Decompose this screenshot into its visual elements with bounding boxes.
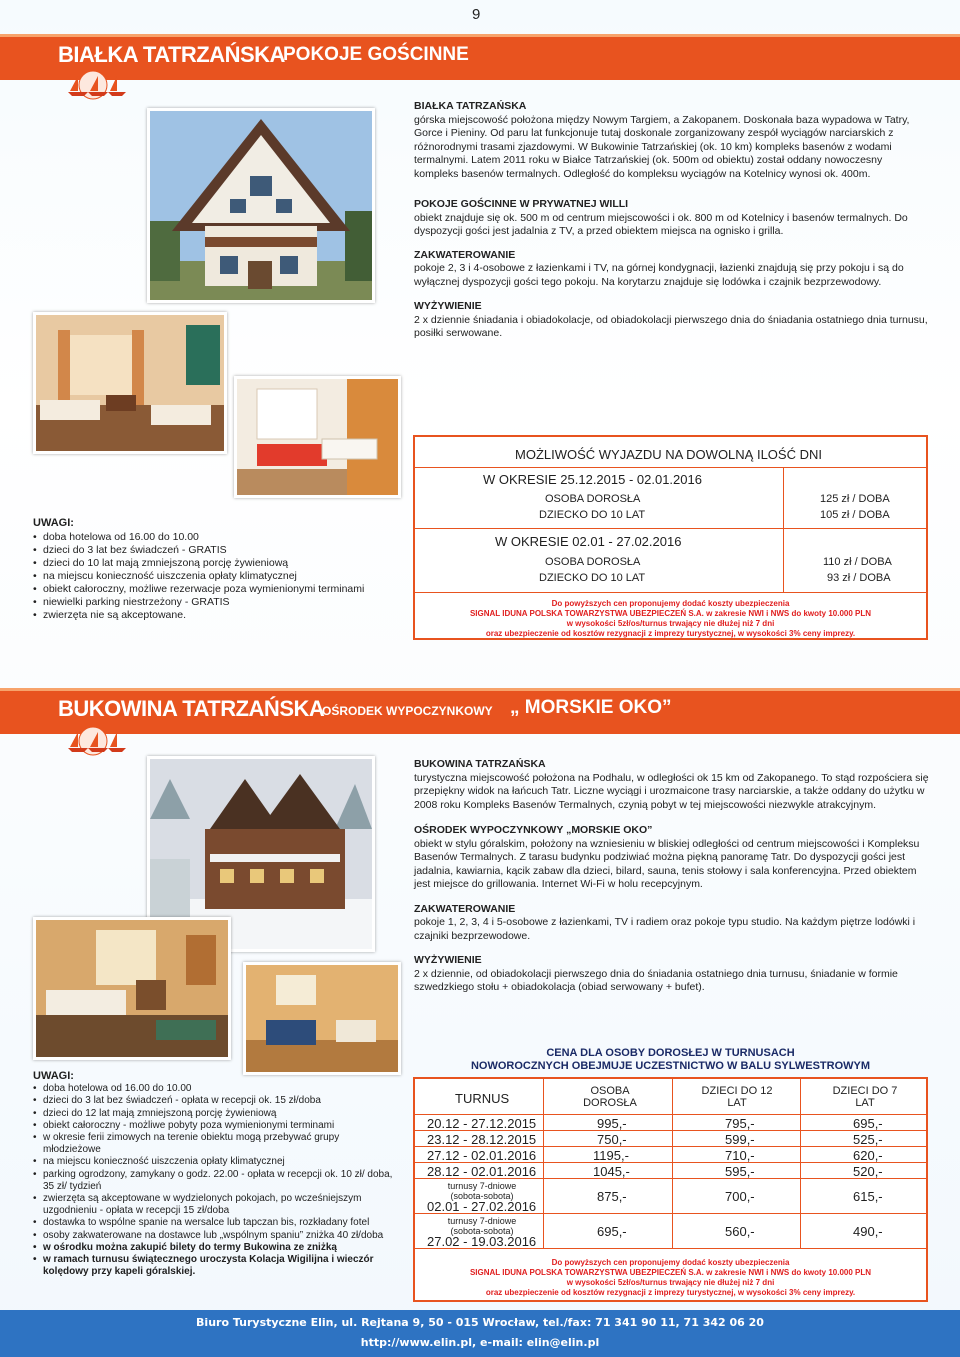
row-adult: 875,- <box>597 1189 627 1204</box>
desc2-text-1: obiekt w stylu góralskim, położony na wzniesieniu w bliskiej odległości od centrum miejscowości i Kompleksu Basenów Termalnych. Z tarasu budynku podziwiać można piękną panoramę Tatr. Do dyspozycji gości jest jadalnia, kawiarnia, kącik zabaw dla dzieci, bilard, sauna, tenis stołowy i sala konferencyjna. Przed obiektem jest miejsce do grillowania. Internet Wi-Fi w holu recepcyjnym. <box>414 837 920 890</box>
column-header-children-12: DZIECI DO 12 LAT <box>701 1085 773 1109</box>
desc1-heading-0: BIAŁKA TATRZAŃSKA <box>414 100 527 112</box>
note-item: • na miejscu konieczność uiszczenia opłaty klimatycznej <box>33 1156 398 1168</box>
table-row <box>415 1179 926 1214</box>
row-adult: 750,- <box>597 1132 627 1147</box>
row-child12: 595,- <box>725 1164 755 1179</box>
desc2-text-3: 2 x dziennie, od obiadokolacji pierwszego dnia do śniadania ostatniego dnia turnusu, śniadanie w formie szwedzkiego stołu + obiadokolacja (obiad serwowany + bufet). <box>414 967 898 993</box>
section1-notes-title: UWAGI: <box>33 517 74 529</box>
insurance-line: Do powyższych cen proponujemy dodać koszty ubezpieczenia <box>551 599 790 608</box>
row-child7: 525,- <box>853 1132 883 1147</box>
period1-price-1: 93 zł / DOBA <box>827 572 891 584</box>
desc2-heading-0: BUKOWINA TATRZAŃSKA <box>414 758 546 770</box>
section2-subtitle-prefix: OŚRODEK WYPOCZYNKOWY <box>322 704 493 718</box>
price-title-line-1: CENA DLA OSOBY DOROSŁEJ W TURNUSACH <box>546 1047 795 1059</box>
insurance-line: SIGNAL IDUNA POLSKA TOWARZYSTWA UBEZPIECZEŃ S.A. w zakresie NWI i NWS do kwoty 10.000 PLN <box>469 609 872 618</box>
row-turnus: 20.12 - 27.12.2015 <box>427 1116 537 1131</box>
note-item: • dzieci do 12 lat mają zmniejszoną porcję żywieniową <box>33 1108 398 1120</box>
note-item: • w ramach turnusu świątecznego uroczysta Kolacja Wigilijna i wieczór kolędowy przy kapeli góralskiej. <box>33 1254 398 1278</box>
desc2-heading-3: WYŻYWIENIE <box>414 954 482 966</box>
period0-price-0: 125 zł / DOBA <box>820 493 890 505</box>
row-child7: 620,- <box>853 1148 883 1163</box>
price-table-header <box>415 1079 926 1115</box>
desc2-text-2: pokoje 1, 2, 3, 4 i 5-osobowe z łazienkami, TV i radiem oraz pokoje typu studio. Na każdym piętrze lodówki i czajniki bezprzewodowe. <box>414 916 916 942</box>
section2-notes <box>33 1070 398 1278</box>
room-photo-1 <box>33 312 227 454</box>
note-item: • obiekt całoroczny - możliwe pobyty poza wymienionymi terminami <box>33 1120 398 1132</box>
row-child7: 520,- <box>853 1164 883 1179</box>
period1-who-1: DZIECKO DO 10 LAT <box>539 572 646 584</box>
period0-who-1: DZIECKO DO 10 LAT <box>539 509 646 521</box>
note-item: • w okresie ferii zimowych na terenie obiektu mogą przebywać grupy młodzieżowe <box>33 1132 398 1156</box>
section1-title: BIAŁKA TATRZAŃSKA <box>58 42 285 67</box>
price-title-line-2: NOWOROCZNYCH OBEJMUJE UCZESTNICTWO W BALU SYLWESTROWYM <box>470 1060 871 1072</box>
desc2-heading-1: OŚRODEK WYPOCZYNKOWY „MORSKIE OKO” <box>414 824 653 836</box>
note-item: • obiekt całoroczny, możliwe rezerwacje poza wymienionymi terminami <box>33 583 368 596</box>
row-turnus: 27.12 - 02.01.2016 <box>427 1148 537 1163</box>
note-item: • w ośrodku można zakupić bilety do termy Bukowina ze zniżką <box>33 1242 398 1254</box>
note-item: • dzieci do 3 lat bez świadczeń - opłata w recepcji ok. 15 zł/doba <box>33 1095 398 1107</box>
row-note: turnusy 7-dniowe (sobota-sobota) <box>447 1181 517 1201</box>
period1-price-0: 110 zł / DOBA <box>823 556 892 568</box>
insurance-line: Do powyższych cen proponujemy dodać koszty ubezpieczenia <box>551 1258 790 1267</box>
row-turnus: 02.01 - 27.02.2016 <box>427 1199 537 1214</box>
section1-banner <box>0 34 960 80</box>
sailboats-logo-icon <box>58 726 128 756</box>
section1-notes <box>33 517 368 622</box>
period-label-1: W OKRESIE 02.01 - 27.02.2016 <box>495 534 682 549</box>
row-child7: 695,- <box>853 1116 883 1131</box>
row-child12: 599,- <box>725 1132 755 1147</box>
room-photo-3 <box>33 917 231 1060</box>
note-item: • dostawka to wspólne spanie na wersalce lub tapczan bis, rozkładany fotel <box>33 1217 398 1229</box>
desc1-heading-2: ZAKWATEROWANIE <box>414 248 516 261</box>
row-child7: 615,- <box>853 1189 883 1204</box>
section2-description <box>414 758 934 995</box>
note-item: • zwierzęta nie są akceptowane. <box>33 609 368 622</box>
note-item: • doba hotelowa od 16.00 do 10.00 <box>33 531 368 544</box>
footer <box>0 1310 960 1357</box>
desc1-text-3: 2 x dziennie śniadania i obiadokolacje, od obiadokolacji pierwszego dnia do śniadania ostatniego dnia turnusu, posiłki serwowane. <box>414 313 928 339</box>
section2-price-title <box>413 1047 928 1073</box>
room-photo-4 <box>243 962 401 1075</box>
price-heading: MOŻLIWOŚĆ WYJAZDU NA DOWOLNĄ ILOŚĆ DNI <box>515 447 822 462</box>
desc1-heading-1: POKOJE GOŚCINNE W PRYWATNEJ WILLI <box>414 198 629 210</box>
note-item: • parking ogrodzony, zamykany o godz. 22.00 - opłata w recepcji ok. 10 zł/ doba, 35 zł/ tydzień <box>33 1169 398 1193</box>
section2-banner <box>0 688 960 734</box>
row-child12: 795,- <box>725 1116 755 1131</box>
section2-subtitle-name: „ MORSKIE OKO” <box>510 697 672 718</box>
section1-price-box <box>413 435 928 640</box>
villa-photo <box>147 108 375 303</box>
insurance-line: w wysokości 5zł/os/turnus trwający nie dłużej niż 7 dni <box>566 1278 775 1287</box>
section2-notes-title: UWAGI: <box>33 1070 74 1082</box>
column-header-children-7: DZIECI DO 7 LAT <box>832 1085 898 1109</box>
insurance-line: oraz ubezpieczenie od kosztów rezygnacji z imprezy turystycznej, w wysokości 3% ceny imprezy. <box>485 1288 856 1297</box>
row-turnus: 27.02 - 19.03.2016 <box>427 1234 537 1249</box>
section1-description <box>414 100 929 341</box>
desc1-text-2: pokoje 2, 3 i 4-osobowe z łazienkami i TV, na górnej kondygnacji, łazienki znajdują się przy pokoju i są do wyłącznej dyspozycji gości tego pokoju. Na korytarzu znajduje się lodówka i czajnik bezprzewodowy. <box>414 262 904 288</box>
row-adult: 695,- <box>597 1224 627 1239</box>
row-adult: 1045,- <box>593 1164 630 1179</box>
row-child12: 560,- <box>725 1224 755 1239</box>
footer-contact-link[interactable]: http://www.elin.pl, e-mail: elin@elin.pl <box>360 1336 600 1349</box>
section2-insurance-note <box>415 1258 926 1298</box>
section2-price-box <box>413 1077 928 1302</box>
note-item: • niewielki parking niestrzeżony - GRATIS <box>33 596 368 609</box>
sailboats-logo-icon <box>58 70 128 100</box>
note-item: • dzieci do 10 lat mają zmniejszoną porcję żywieniową <box>33 557 368 570</box>
desc1-text-1: obiekt znajduje się ok. 500 m od centrum miejscowości i ok. 800 m od Kotelnicy i basenów termalnych. Do dyspozycji gości jest jadalnia z TV, a przed obiektem miejsca na ognisko i grilla. <box>414 211 908 237</box>
note-item: • doba hotelowa od 16.00 do 10.00 <box>33 1083 398 1095</box>
room-photo-2 <box>234 376 401 498</box>
period0-who-0: OSOBA DOROSŁA <box>545 493 641 505</box>
desc2-text-0: turystyczna miejscowość położona na Podhalu, w odległości ok 15 km od Zakopanego. To stąd rozpościera się przepiękny widok na łańcuch Tatr. Liczne wyciągi i urozmaicone trasy narciarskie, a także oddany do użytku w 2008 roku Kompleks Basenów Termalnych, czynią pobyt w tej miejscowości niezwykle atrakcyjnym. <box>414 771 929 811</box>
desc1-text-0: górska miejscowość położona między Nowym Targiem, a Zakopanem. Doskonała baza wypadowa w Tatry, Gorce i Pieniny. Od paru lat funkcjonuje tutaj doskonale zorganizowany zespół wyciągów narciarskich z różnorodnymi trasami zjazdowymi. W Bukowinie Tatrzańskiej (ok. 10 km) kompleks basenów z wodami termalnymi. Latem 2011 roku w Białce Tatrzańskiej (ok. 500m od obiektu) został oddany nowoczesny kompleks basenów termalnych. Odległość do kompleksu wyciągów na Kotelnicy wynosi ok. 400m. <box>414 113 910 180</box>
table-row <box>415 1214 926 1249</box>
insurance-line: SIGNAL IDUNA POLSKA TOWARZYSTWA UBEZPIECZEŃ S.A. w zakresie NWI i NWS do kwoty 10.000 PLN <box>469 1268 872 1277</box>
row-adult: 995,- <box>597 1116 627 1131</box>
period1-who-0: OSOBA DOROSŁA <box>545 556 641 568</box>
section1-subtitle: POKOJE GOŚCINNE <box>283 44 469 65</box>
column-header-turnus: TURNUS <box>455 1091 510 1106</box>
period0-price-1: 105 zł / DOBA <box>820 509 890 521</box>
row-turnus: 23.12 - 28.12.2015 <box>427 1132 537 1147</box>
footer-address: Biuro Turystyczne Elin, ul. Rejtana 9, 50 - 015 Wrocław, tel./fax: 71 341 90 11, 71 342 06 20 <box>196 1316 764 1329</box>
table-row <box>415 1115 926 1131</box>
row-child12: 700,- <box>725 1189 755 1204</box>
table-row <box>415 1163 926 1179</box>
desc1-heading-3: WYŻYWIENIE <box>414 300 482 312</box>
row-note: turnusy 7-dniowe (sobota-sobota) <box>447 1216 517 1236</box>
table-row <box>415 1131 926 1147</box>
note-item: • osoby zakwaterowane na dostawce lub „wspólnym spaniu” zniżka 40 zł/doba <box>33 1230 398 1242</box>
page-number: 9 <box>472 6 481 23</box>
desc2-heading-2: ZAKWATEROWANIE <box>414 902 516 915</box>
section1-insurance-note <box>415 599 926 639</box>
note-item: • dzieci do 3 lat bez świadczeń - GRATIS <box>33 544 368 557</box>
row-turnus: 28.12 - 02.01.2016 <box>427 1164 537 1179</box>
row-child7: 490,- <box>853 1224 883 1239</box>
insurance-line: w wysokości 5zł/os/turnus trwający nie dłużej niż 7 dni <box>566 619 775 628</box>
period-label-0: W OKRESIE 25.12.2015 - 02.01.2016 <box>483 472 702 487</box>
column-header-adult: OSOBA DOROSŁA <box>583 1085 637 1109</box>
row-child12: 710,- <box>725 1148 755 1163</box>
table-row <box>415 1147 926 1163</box>
section2-title: BUKOWINA TATRZAŃSKA <box>58 696 325 721</box>
row-adult: 1195,- <box>593 1148 629 1163</box>
note-item: • na miejscu konieczność uiszczenia opłaty klimatycznej <box>33 570 368 583</box>
insurance-line: oraz ubezpieczenie od kosztów rezygnacji z imprezy turystycznej, w wysokości 3% ceny imprezy. <box>485 629 856 638</box>
note-item: • zwierzęta są akceptowane w wydzielonych pokojach, po wcześniejszym uzgodnieniu - opłata w recepcji 15 zł/doba <box>33 1193 398 1217</box>
